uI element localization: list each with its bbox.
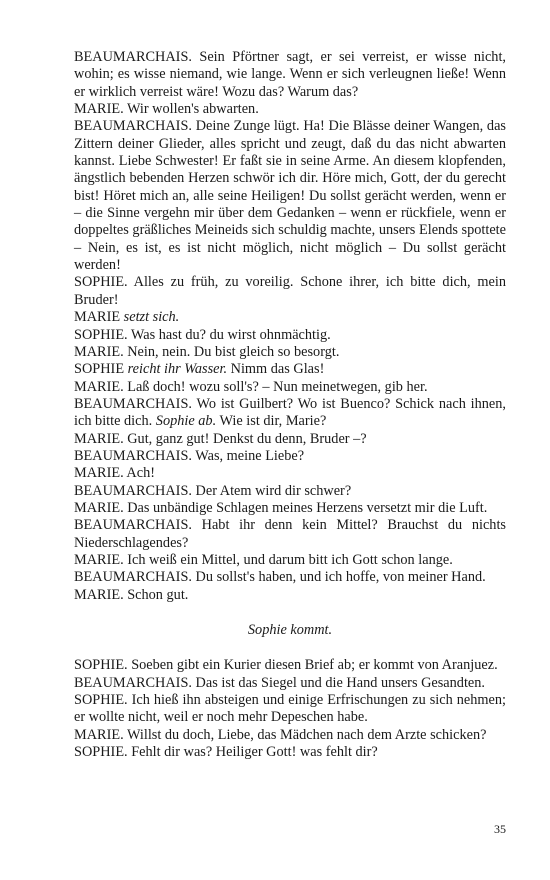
stage-note: setzt sich.: [123, 309, 180, 326]
dialogue-line: [74, 118, 506, 274]
dialogue-text: SOPHIE: [74, 361, 128, 378]
dialogue-line: BEAUMARCHAIS. Was, meine Liebe?: [74, 447, 305, 464]
dialogue-line: MARIE. Laß doch! wozu soll's? – Nun meinetwegen, gib her.: [74, 378, 428, 395]
dialogue-line: SOPHIE. Was hast du? du wirst ohnmächtig.: [74, 326, 331, 343]
dialogue-line: SOPHIE. Ich hieß ihn absteigen und einige Erfrischungen zu sich nehmen; er wollte nicht, weil er noch mehr Depeschen habe.: [74, 692, 506, 726]
dialogue-line: BEAUMARCHAIS. Du sollst's haben, und ich hoffe, von meiner Hand.: [74, 569, 486, 586]
dialogue-line: MARIE. Gut, ganz gut! Denkst du denn, Bruder –?: [74, 430, 367, 447]
stage-note: reicht ihr Wasser.: [127, 361, 228, 378]
dialogue-line: MARIE. Schon gut.: [74, 586, 189, 603]
dialogue-line: BEAUMARCHAIS. Der Atem wird dir schwer?: [74, 482, 352, 499]
page-number: 35: [494, 822, 506, 836]
dialogue-line: [74, 361, 506, 378]
dialogue-line: MARIE. Willst du doch, Liebe, das Mädchen nach dem Arzte schicken?: [74, 726, 487, 743]
dialogue-line: MARIE. Das unbändige Schlagen meines Herzens versetzt mir die Luft.: [74, 499, 488, 516]
dialogue-line: SOPHIE. Fehlt dir was? Heiliger Gott! was fehlt dir?: [74, 744, 378, 761]
dialogue-line: MARIE. Ach!: [74, 465, 156, 482]
dialogue-text: BEAUMARCHAIS. Deine Zunge lügt. Ha! Die Blässe deiner Wangen, das Zittern deiner Glieder, alles spricht und zeugt, daß du das nicht abwarten kannst. Liebe Schwester! Er faßt sie in seine Arme. An diesem klopfenden, ängstlich bebenden Herzen schwör ich dir. Höre mich, Gott, der du gerecht bist! Höret mich an, alle seine Heiligen! Du sollst gerächt werden, wenn er – die Sinne vergehn mir über dem Gedanken – wenn er rückfiele, wenn er doppeltes gräßliches Meineids sich schuldig machte, unsers Elends spottete – Nein, es ist, es ist nicht möglich, nicht möglich – Du sollst gerächt werden!: [74, 118, 506, 274]
stage-note: Sophie ab.: [155, 413, 217, 430]
dialogue-text: Nimm das Glas!: [227, 361, 325, 378]
page-text: [74, 49, 506, 761]
dialogue-line: MARIE. Wir wollen's abwarten.: [74, 101, 259, 118]
dialogue-line: BEAUMARCHAIS. Sein Pförtner sagt, er sei verreist, er wisse nicht, wohin; es wisse niemand, wie lange. Wenn er sich verleugnen ließe! Wenn er wirklich verreist wäre! Wozu das? Warum das?: [74, 49, 506, 100]
dialogue-line: MARIE. Ich weiß ein Mittel, und darum bitt ich Gott schon lange.: [74, 551, 453, 568]
stage-direction: Sophie kommt.: [247, 622, 333, 638]
dialogue-line: BEAUMARCHAIS. Das ist das Siegel und die Hand unsers Gesandten.: [74, 674, 485, 691]
dialogue-line: SOPHIE. Soeben gibt ein Kurier diesen Brief ab; er kommt von Aranjuez.: [74, 657, 498, 674]
dialogue-text: Wie ist dir, Marie?: [216, 413, 327, 430]
dialogue-line: MARIE. Nein, nein. Du bist gleich so besorgt.: [74, 343, 340, 360]
dialogue-line: [74, 396, 506, 431]
dialogue-line: BEAUMARCHAIS. Habt ihr denn kein Mittel? Brauchst du nichts Niederschlagendes?: [74, 517, 506, 551]
dialogue-line: SOPHIE. Alles zu früh, zu voreilig. Schone ihrer, ich bitte dich, mein Bruder!: [74, 274, 506, 308]
dialogue-line: [74, 309, 506, 326]
dialogue-text: MARIE: [74, 309, 124, 326]
dialogue-text: BEAUMARCHAIS. Wo ist Guilbert? Wo ist Buenco? Schick nach ihnen, ich bitte dich.: [74, 395, 506, 430]
